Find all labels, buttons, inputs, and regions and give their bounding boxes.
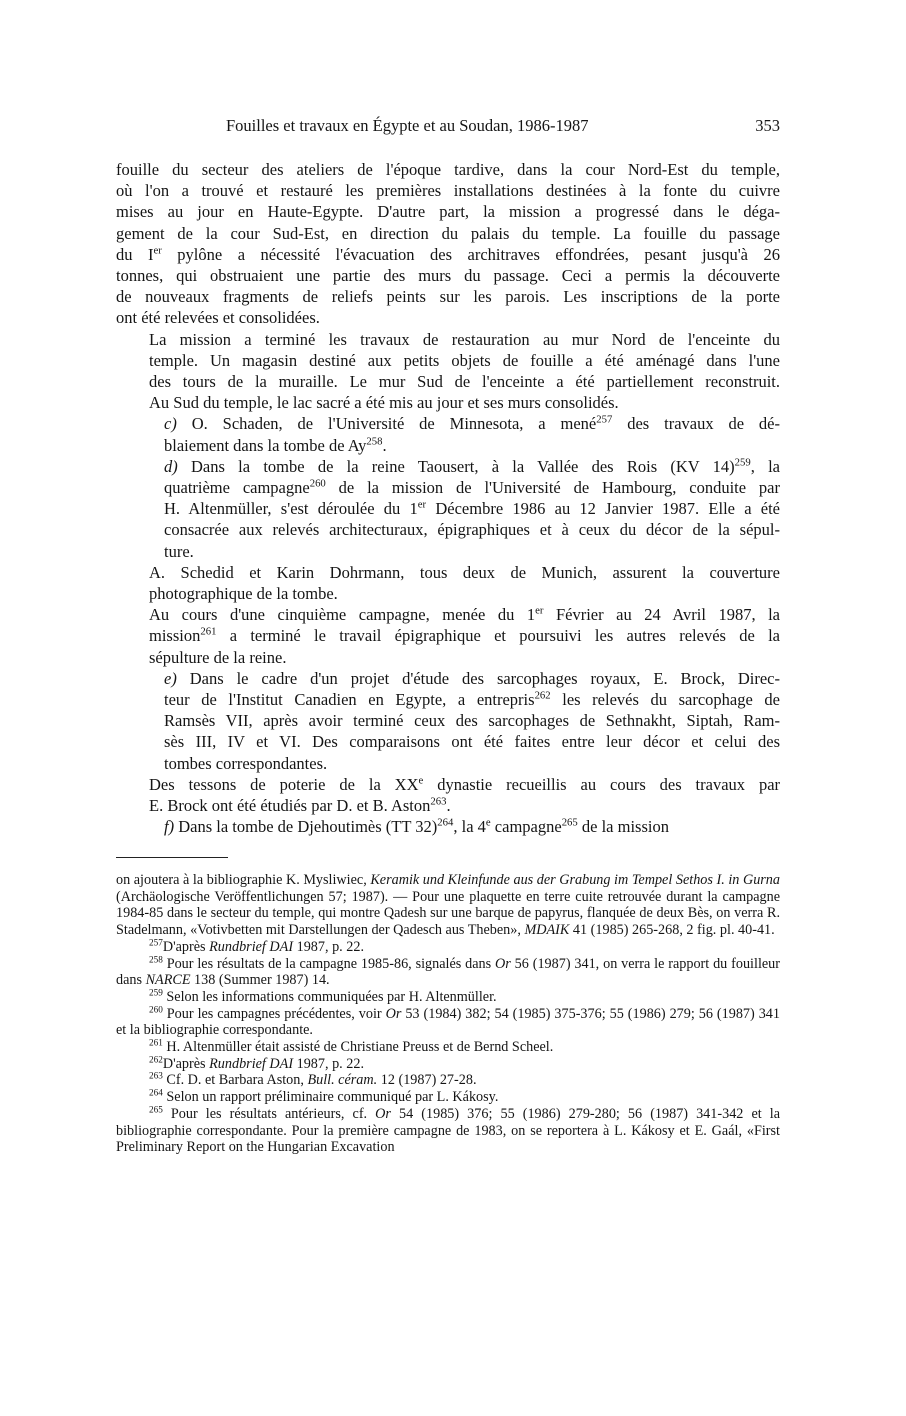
superscript: er — [417, 498, 427, 511]
superscript: er — [535, 604, 544, 617]
text-fragment: Février au 24 Avril 1987, la — [555, 605, 781, 625]
text-fragment: les relevés du sarcophage de — [562, 690, 780, 710]
item-letter: d) — [164, 456, 178, 476]
text-line: La mission a terminé les travaux de restauration au mur Nord de l'enceinte du — [149, 329, 780, 349]
text-line: d) Dans la tombe de la reine Taousert, à la Vallée des Rois (KV 14)$^{259}$, la — [164, 456, 781, 476]
text-fragment: du I — [116, 244, 154, 264]
text-fragment: teur de l'Institut Canadien en Egypte, a entrepris — [164, 690, 535, 710]
text-line: E. Brock ont été étudiés par D. et B. Aston$^{263}$. — [149, 795, 451, 816]
text-fragment: Des tessons de poterie de la XX — [149, 774, 419, 794]
footnote-ref: 258 — [366, 435, 383, 448]
footnote-257: $^{257}$D'après Rundbrief DAI 1987, p. 22. — [149, 937, 364, 955]
footnote-261: $^{261}$ H. Altenmüller était assisté de Christiane Preuss et de Bernd Scheel. — [149, 1037, 554, 1056]
text-fragment: O. Schaden, de l'Université de Minnesota, a mené — [191, 414, 597, 434]
text-line: A. Schedid et Karin Dohrmann, tous deux de Munich, assurent la couverture — [149, 562, 780, 582]
text-line: f) Dans la tombe de Djehoutimès (TT 32)$^{264}$, la 4e campagne$^{265}$ de la mission — [164, 816, 669, 837]
text-line: de nouveaux fragments de reliefs peints sur les parois. Les inscriptions de la porte — [116, 287, 780, 307]
text-line — [116, 689, 780, 710]
paragraph — [116, 562, 780, 604]
text-line: tonnes, qui obstruaient une partie des murs du passage. Ceci a permis la découverte — [116, 266, 780, 286]
text-line: des tours de la muraille. Le mur Sud de l'enceinte a été partiellement reconstruit. — [149, 372, 780, 392]
text-fragment: de la mission de l'Université de Hambourg, conduite par — [338, 478, 780, 498]
paragraph — [116, 816, 780, 837]
running-header — [116, 116, 780, 140]
footnote-separator — [116, 857, 228, 858]
text-fragment: E. Brock ont été étudiés par D. et B. Aston — [149, 796, 431, 816]
text-line: Au Sud du temple, le lac sacré a été mis au jour et ses murs consolidés. — [149, 393, 619, 413]
footnote-265: $^{265}$ Pour les résultats antérieurs, cf. Or 54 (1985) 376; 55 (1986) 279-280; 56 (1987) 341-342 et la bibliographie correspondante. Pour la première campagne de 1983, on se reportera à L. Kákosy et E. Gaál, «First Preliminary Report on the Hungarian Excavation — [116, 1104, 781, 1156]
superscript: e — [418, 774, 424, 787]
text-fragment: Décembre 1986 au 12 Janvier 1987. Elle a été — [435, 499, 781, 519]
footnote-262: $^{262}$D'après Rundbrief DAI 1987, p. 22. — [149, 1054, 364, 1072]
footnote-264: $^{264}$ Selon un rapport préliminaire communiqué par L. Kákosy. — [149, 1087, 499, 1106]
footnote-ref: 264 — [437, 816, 454, 829]
footnote-ref: 265 — [561, 816, 578, 829]
text-line: tombes correspondantes. — [164, 753, 328, 773]
superscript: e — [485, 816, 491, 829]
text-fragment: dynastie recueillis au cours des travaux par — [437, 774, 781, 794]
footnote-continuation: on ajoutera à la bibliographie K. Mysliwiec, Keramik und Kleinfunde aus der Grabung im Tempel Sethos I. in Gurna (Archäologische Veröffentlichungen 57; 1987). — Pour une plaquette en terre cuite retrouvée durant la campagne 1984-85 dans le secteur du temple, qui montre Qadesh sur une barque de papyrus, flanquée de deux Bès, on verra R. Stadelmann, «Votivbetten mit Darstellungen der Qadesch aus Theben», MDAIK 41 (1985) 265-268, 2 fig. pl. 40-41. — [116, 872, 780, 939]
text-fragment: a terminé le travail épigraphique et poursuivi les autres relevés de la — [229, 626, 781, 646]
text-line: sépulture de la reine. — [149, 647, 287, 667]
footnote-ref: 259 — [734, 456, 751, 469]
paragraph — [116, 159, 780, 329]
text-line: gement de la cour Sud-Est, en direction du palais du temple. La fouille du passage — [116, 223, 780, 243]
text-fragment: Au cours d'une cinquième campagne, menée du 1 — [149, 605, 536, 625]
running-title: Fouilles et travaux en Égypte et au Soudan, 1986-1987 — [226, 116, 589, 135]
text-line: temple. Un magasin destiné aux petits objets de fouille a été aménagé dans l'une — [149, 350, 780, 370]
footnote-ref: 260 — [309, 477, 326, 490]
footnote-ref: 262 — [534, 689, 551, 702]
paragraph — [116, 329, 780, 414]
paragraph — [116, 774, 780, 816]
superscript: er — [153, 244, 162, 257]
paragraph — [116, 413, 780, 455]
text-fragment: H. Altenmüller, s'est déroulée du 1 — [164, 499, 418, 519]
text-line: consacrée aux relevés architecturaux, épigraphiques et à ceux du décor de la sépul- — [164, 520, 780, 540]
text-line: fouille du secteur des ateliers de l'époque tardive, dans la cour Nord-Est du temple, — [116, 160, 780, 179]
footnote-258: $^{258}$ Pour les résultats de la campagne 1985-86, signalés dans Or 56 (1987) 341, on verra le rapport du fouilleur dans NARCE 138 (Summer 1987) 14. — [116, 953, 780, 989]
text-line: photographique de la tombe. — [149, 584, 338, 604]
text-line: Ramsès VII, après avoir terminé ceux des sarcophages de Sethnakht, Siptah, Ram- — [164, 711, 780, 731]
page-number: 353 — [755, 116, 780, 135]
item-letter: f) — [164, 817, 175, 837]
text-fragment: Dans la tombe de Djehoutimès (TT 32) — [178, 817, 438, 837]
text-line: blaiement dans la tombe de Ay$^{258}$. — [164, 435, 387, 455]
text-line — [116, 413, 780, 434]
text-fragment: Dans la tombe de la reine Taousert, à la Vallée des Rois (KV 14) — [191, 456, 735, 476]
text-fragment: quatrième campagne — [164, 478, 310, 498]
text-line: ture. — [164, 541, 194, 561]
text-fragment: mission — [149, 626, 201, 646]
footnote-ref: 263 — [430, 795, 447, 808]
paragraph — [116, 604, 780, 668]
text-line: mises au jour en Haute-Egypte. D'autre part, la mission a progressé dans le déga- — [116, 202, 780, 222]
text-line — [116, 498, 780, 519]
text-line — [116, 668, 780, 689]
item-letter: c) — [164, 414, 177, 434]
item-letter: e) — [164, 668, 177, 688]
footnote-263: $^{263}$ Cf. D. et Barbara Aston, Bull. céram. 12 (1987) 27-28. — [149, 1070, 477, 1089]
footnote-259: $^{259}$ Selon les informations communiquées par H. Altenmüller. — [149, 987, 497, 1005]
text-fragment: des travaux de dé- — [627, 414, 781, 434]
footnote-ref: 257 — [596, 413, 613, 426]
text-line — [116, 244, 780, 265]
text-line — [116, 477, 780, 498]
text-line — [116, 625, 780, 646]
footnote-ref: 261 — [200, 625, 217, 638]
text-fragment: Dans le cadre d'un projet d'étude des sarcophages royaux, E. Brock, Direc- — [189, 668, 781, 688]
body-text — [116, 159, 780, 838]
text-line: ont été relevées et consolidées. — [116, 308, 320, 328]
text-fragment: de la mission — [581, 817, 669, 837]
paragraph — [116, 668, 780, 774]
text-line: où l'on a trouvé et restauré les premières installations destinées à la fonte du cuivre — [116, 181, 780, 201]
footnotes — [116, 872, 780, 1156]
text-fragment: pylône a nécessité l'évacuation des architraves effondrées, pesant jusqu'à 26 — [177, 244, 780, 264]
text-fragment: campagne — [494, 817, 562, 837]
text-line — [116, 604, 780, 625]
text-fragment: blaiement dans la tombe de Ay — [164, 435, 367, 455]
text-line: sès III, IV et VI. Des comparaisons ont été faites entre leur décor et celui des — [164, 732, 780, 752]
paragraph — [116, 456, 780, 562]
text-line — [116, 774, 780, 795]
footnote-260: $^{260}$ Pour les campagnes précédentes, voir Or 53 (1984) 382; 54 (1985) 375-376; 55 (1986) 279; 56 (1987) 341 et la bibliographie correspondante. — [116, 1003, 780, 1039]
